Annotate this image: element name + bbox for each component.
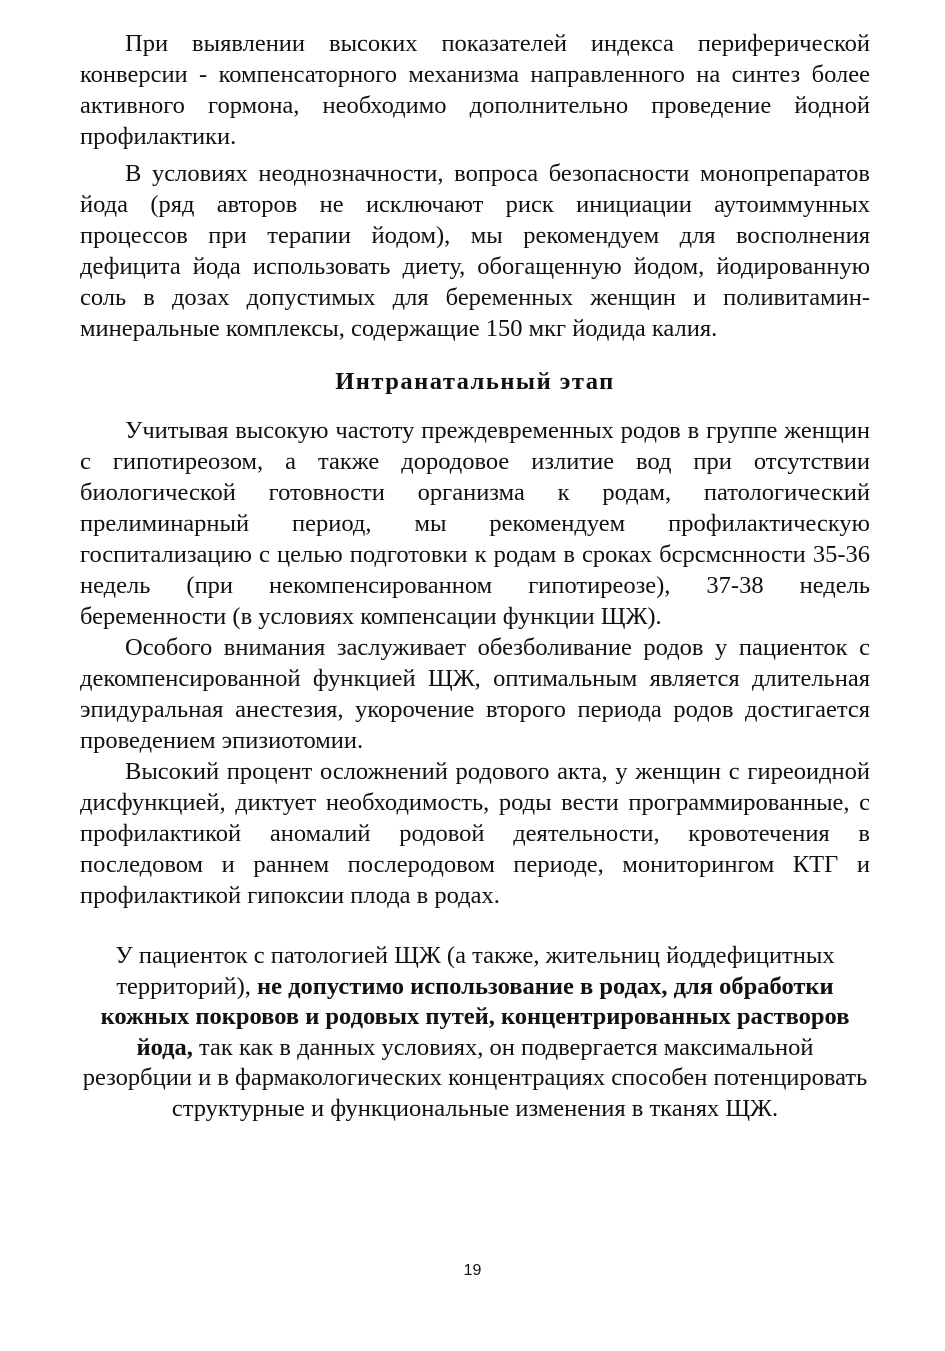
page-number: 19 xyxy=(463,1262,482,1279)
callout-text-start: У пациенток с патологией ЩЖ (а также, жительниц йоддефицитных территорий), xyxy=(115,942,835,1000)
paragraph-iodine-safety: В условиях неоднозначности, вопроса безопасности монопрепаратов йода (ряд авторов не исключают риск инициации аутоиммунных процессов при терапии йодом), мы рекомендуем для восполнения дефицита йода использовать диету, обогащенную йодом, йодированную соль в дозах допустимых для беременных женщин и поливитамин-минеральные комплексы, содержащие 150 мкг йодида калия. xyxy=(80,160,870,342)
section-heading: Интранатальный этап xyxy=(335,368,615,395)
iodine-warning-callout xyxy=(80,941,870,1124)
callout-bold-text: не допустимо использование в родах, для обработки кожных покровов и родовых путей, концентрированных растворов йода, xyxy=(100,972,850,1061)
callout-text-end: так как в данных условиях, он подвергается максимальной резорбции и в фармакологических концентрациях способен потенцировать структурные и функциональные изменения в тканях ЩЖ. xyxy=(82,1033,868,1122)
page-body xyxy=(80,28,870,1124)
paragraph-anesthesia: Особого внимания заслуживает обезболивание родов у пациенток с декомпенсированной функцией ЩЖ, оптимальным является длительная эпидуральная анестезия, укорочение второго периода родов достигается проведением эпизиотомии. xyxy=(80,634,870,754)
paragraph-programmed-delivery: Высокий процент осложнений родового акта, у женщин с гиреоидной дисфункцией, диктует необходимость, роды вести программированные, с профилактикой аномалий родовой деятельности, кровотечения в последовом и раннем послеродовом периоде, мониторингом КТГ и профилактикой гипоксии плода в родах. xyxy=(80,758,870,909)
paragraph-peripheral-conversion: При выявлении высоких показателей индекса периферической конверсии - компенсаторного механизма направленного на синтез более активного гормона, необходимо дополнительно проведение йодной профилактики. xyxy=(80,30,870,150)
paragraph-hospitalization: Учитывая высокую частоту преждевременных родов в группе женщин с гипотиреозом, а также дородовое излитие вод при отсутствии биологической готовности организма к родам, патологический прелиминарный период, мы рекомендуем профилактическую госпитализацию с целью подготовки к родам в сроках бсрсмснности 35-36 недель (при некомпенсированном гипотиреозе), 37-38 недель беременности (в условиях компенсации функции ЩЖ). xyxy=(80,417,870,630)
